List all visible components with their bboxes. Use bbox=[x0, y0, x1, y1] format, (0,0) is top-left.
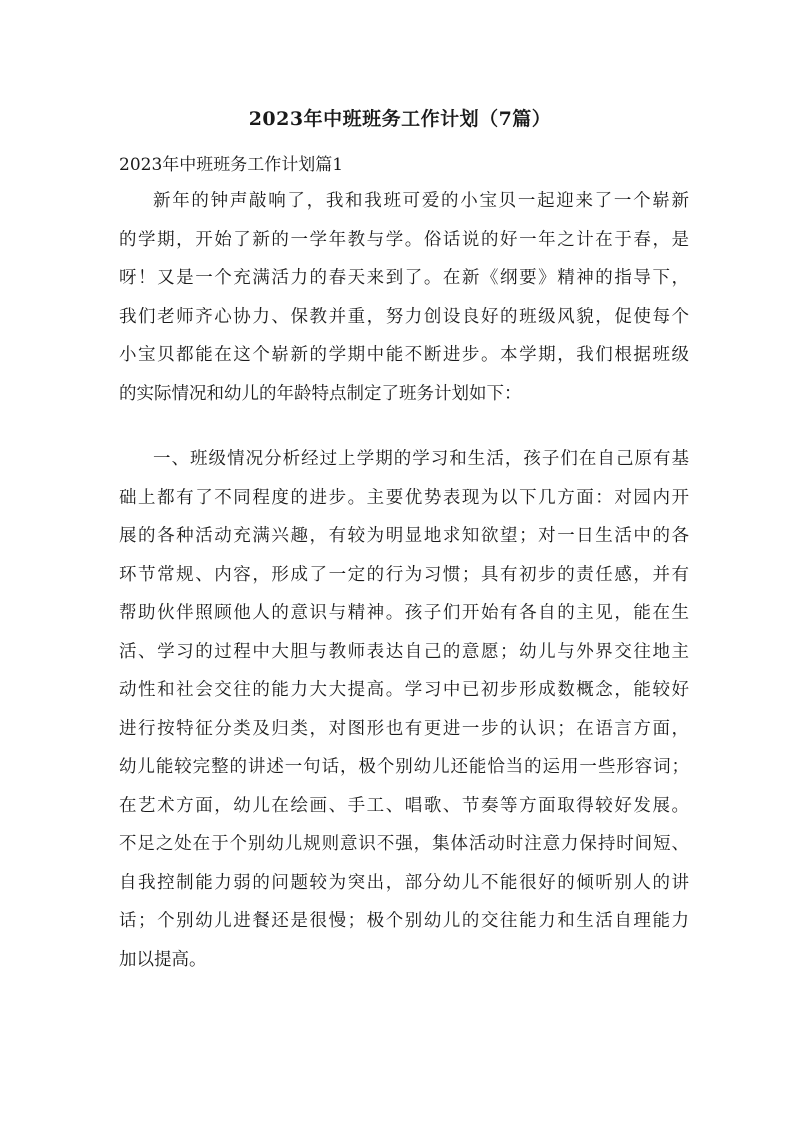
text-line: 我们老师齐心协力、保教并重，努力创设良好的班级风貌，促使每个 bbox=[119, 306, 689, 327]
text-line: 不足之处在于个别幼儿规则意识不强，集体活动时注意力保持时间短、 bbox=[119, 834, 689, 854]
text-line: 加以提高。 bbox=[119, 949, 207, 970]
paragraph-class-analysis bbox=[119, 440, 689, 979]
section-subtitle: 2023年中班班务工作计划篇1 bbox=[119, 155, 344, 175]
text-line: 环节常规、内容，形成了一定的行为习惯；具有初步的责任感，并有 bbox=[119, 564, 689, 585]
text-line: 进行按特征分类及归类，对图形也有更进一步的认识；在语言方面， bbox=[119, 718, 689, 739]
text-line: 的学期，开始了新的一学年教与学。俗话说的好一年之计在于春，是 bbox=[119, 229, 689, 250]
text-line: 幼儿能较完整的讲述一句话，极个别幼儿还能恰当的运用一些形容词； bbox=[119, 757, 689, 777]
text-line: 一、班级情况分析经过上学期的学习和生活，孩子们在自己原有基 bbox=[153, 449, 689, 469]
text-line: 的实际情况和幼儿的年龄特点制定了班务计划如下： bbox=[119, 383, 522, 404]
text-line: 小宝贝都能在这个崭新的学期中能不断进步。本学期，我们根据班级 bbox=[119, 345, 689, 365]
text-line: 新年的钟声敲响了，我和我班可爱的小宝贝一起迎来了一个崭新 bbox=[153, 191, 689, 211]
text-line: 础上都有了不同程度的进步。主要优势表现为以下几方面：对园内开 bbox=[119, 487, 689, 508]
text-line: 自我控制能力弱的问题较为突出，部分幼儿不能很好的倾听别人的讲 bbox=[119, 872, 689, 893]
text-line: 呀！又是一个充满活力的春天来到了。在新《纲要》精神的指导下， bbox=[119, 268, 689, 288]
text-line: 话；个别幼儿进餐还是很慢；极个别幼儿的交往能力和生活自理能力 bbox=[119, 911, 689, 931]
text-line: 在艺术方面，幼儿在绘画、手工、唱歌、节奏等方面取得较好发展。 bbox=[119, 795, 689, 816]
text-line: 展的各种活动充满兴趣，有较为明显地求知欲望；对一日生活中的各 bbox=[119, 526, 689, 546]
text-line: 帮助伙伴照顾他人的意识与精神。孩子们开始有各自的主见，能在生 bbox=[119, 603, 689, 623]
paragraph-intro bbox=[119, 182, 689, 413]
document-title: 2023年中班班务工作计划（7篇） bbox=[248, 108, 552, 130]
text-line: 动性和社会交往的能力大大提高。学习中已初步形成数概念，能较好 bbox=[119, 680, 689, 700]
text-line: 活、学习的过程中大胆与教师表达自己的意愿；幼儿与外界交往地主 bbox=[119, 641, 689, 662]
